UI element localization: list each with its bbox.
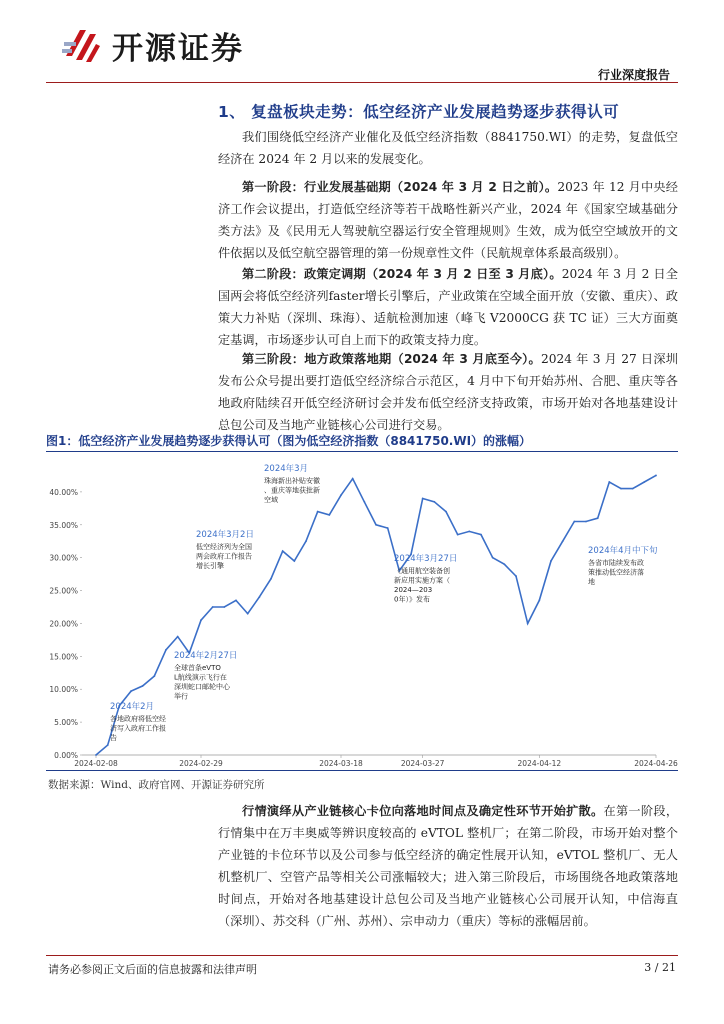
logo-text: 开源证券 — [112, 30, 244, 67]
logo-mark-icon — [60, 22, 106, 68]
data-point — [177, 636, 179, 638]
index-series-line — [96, 475, 656, 755]
intro-paragraph — [218, 126, 678, 170]
data-point — [445, 511, 447, 513]
data-point — [457, 534, 459, 536]
x-tick-label: 2024-02-29 — [179, 759, 223, 768]
data-point — [282, 550, 284, 552]
data-point — [212, 606, 214, 608]
annotation-text: 全球首条eVTO — [174, 664, 221, 672]
data-point — [573, 521, 575, 523]
header-divider — [46, 82, 678, 83]
data-point — [293, 560, 295, 562]
x-tick-label: 2024-04-26 — [634, 759, 678, 768]
y-tick-label: 10.00% — [49, 685, 78, 695]
data-point — [270, 578, 272, 580]
annotation-text: 增长引擎 — [196, 562, 224, 570]
data-point — [538, 600, 540, 602]
annotation-date: 2024年3月2日 — [196, 530, 254, 540]
data-point — [515, 575, 517, 577]
y-tick-label: 40.00% — [49, 487, 78, 497]
data-point — [130, 690, 132, 692]
stage2-text: 2024 年 3 月 2 日全国两会将低空经济列faster增长引擎后，产业政策在空域全面开放（安徽、重庆）、政策大力补贴（深圳、珠海）、适航检测加速（峰飞 V2000CG 获 TC 证）三大方面奠定基调，市场逐步认可自上而下的政策支持力度。 — [218, 267, 678, 347]
intro-text: 我们围绕低空经济产业催化及低空经济指数（8841750.WI）的走势，复盘低空经济在 2024 年 2 月以来的发展变化。 — [218, 130, 678, 166]
annotation-text: 两会政府工作报告 — [196, 552, 252, 561]
data-point — [258, 596, 260, 598]
annotation-text: 济写入政府工作报 — [110, 724, 166, 733]
data-point — [165, 649, 167, 651]
report-type-label: 行业深度报告 — [597, 68, 670, 82]
annotation-text: 珠海新出补贴安徽 — [264, 477, 320, 485]
data-point — [247, 613, 249, 615]
data-point — [643, 481, 645, 483]
annotation-date: 2024年4月中下旬 — [588, 546, 658, 556]
data-point — [655, 475, 657, 477]
data-point — [468, 530, 470, 532]
figure-caption: 图1：低空经济产业发展趋势逐步获得认可（图为低空经济指数（8841750.WI）的涨幅） — [46, 434, 532, 448]
annotation-text: 新应用实施方案（ — [394, 576, 450, 585]
annotation-text: 深圳蛇口邮轮中心 — [174, 683, 230, 691]
annotation-text: 各省市陆续发布政 — [588, 559, 644, 567]
data-point — [107, 744, 109, 746]
annotation-date: 2024年2月 — [110, 702, 155, 712]
data-point — [235, 600, 237, 602]
data-point — [375, 524, 377, 526]
figure-top-rule — [46, 451, 678, 452]
data-point — [363, 501, 365, 503]
stage2-paragraph — [218, 263, 678, 351]
data-point — [632, 488, 634, 490]
annotation-date: 2024年3月 — [264, 464, 309, 474]
section-title: 1、 复盘板块走势：低空经济产业发展趋势逐步获得认可 — [218, 103, 620, 121]
data-point — [142, 685, 144, 687]
annotation-text: 《通用航空装备创 — [394, 567, 450, 575]
stage3-text: 2024 年 3 月 27 日深圳发布公众号提出要打造低空经济综合示范区，4 月中下旬开始苏州、合肥、重庆等各地政府陆续召开低空经济研讨会并发布低空经济支持政策，市场开始对各地基建设计总包公司及当地产业链核心公司进行交易。 — [218, 352, 678, 432]
stage2-heading: 第二阶段：政策定调期（2024 年 3 月 2 日至 3 月底）。 — [242, 267, 562, 281]
data-point — [328, 514, 330, 516]
data-points — [95, 475, 657, 756]
data-point — [317, 511, 319, 513]
data-point — [200, 619, 202, 621]
data-point — [422, 498, 424, 500]
stage1-heading: 第一阶段：行业发展基础期（2024 年 3 月 2 日之前）。 — [242, 180, 558, 194]
annotations — [110, 463, 658, 742]
y-tick-label: 30.00% — [49, 553, 78, 563]
annotation-text: 空域 — [264, 496, 278, 504]
y-axis — [49, 488, 82, 760]
annotation-text: 策推动低空经济落 — [588, 568, 644, 577]
diffusion-text: 在第一阶段，行情集中在万丰奥威等辨识度较高的 eVTOL 整机厂；在第二阶段，市场开始对整个产业链的卡位环节以及公司参与低空经济的确定性展开认知，eVTOL 整机厂、无人机整机厂、空管产品等相关公司涨幅较大；进入第三阶段后，市场围绕各地政策落地时间点，开始对各地基建设计总包公司及当地产业链核心公司展开认知，中信海直（深圳）、苏交科（广州、苏州）、宗申动力（重庆）等标的涨幅居前。 — [218, 804, 679, 928]
data-point — [433, 501, 435, 503]
annotation-text: 、重庆等地获批新 — [264, 486, 320, 495]
data-point — [340, 494, 342, 496]
stage3-paragraph — [218, 348, 678, 436]
y-tick-label: 20.00% — [49, 619, 78, 629]
data-point — [153, 675, 155, 677]
annotation-text: 0年）》发布 — [394, 595, 430, 604]
figure-source: 数据来源：Wind、政府官网、开源证券研究所 — [48, 779, 265, 791]
annotation-text: 各地政府将低空经 — [110, 715, 166, 723]
x-tick-label: 2024-03-18 — [319, 759, 363, 768]
y-tick-label: 0.00% — [54, 751, 78, 760]
data-point — [223, 606, 225, 608]
footer-disclaimer: 请务必参阅正文后面的信息披露和法律声明 — [48, 963, 257, 976]
company-logo — [60, 22, 244, 68]
x-axis — [74, 755, 678, 768]
data-point — [503, 563, 505, 565]
diffusion-heading: 行情演绎从产业链核心卡位向落地时间点及确定性环节开始扩散。 — [242, 804, 604, 818]
annotation-text: L航线演示飞行在 — [174, 673, 227, 682]
stage1-paragraph — [218, 176, 678, 264]
data-point — [620, 488, 622, 490]
annotation-text: 地 — [588, 578, 595, 586]
x-tick-label: 2024-03-27 — [400, 759, 445, 768]
annotation-date: 2024年2月27日 — [174, 651, 238, 661]
data-point — [585, 521, 587, 523]
annotation-text: 告 — [110, 734, 117, 742]
data-point — [95, 754, 97, 756]
diffusion-paragraph — [218, 800, 678, 932]
data-point — [562, 540, 564, 542]
y-tick-label: 5.00% — [54, 718, 78, 728]
annotation-date: 2024年3月27日 — [394, 554, 458, 564]
data-point — [492, 557, 494, 559]
data-point — [480, 534, 482, 536]
x-tick-label: 2024-04-12 — [517, 759, 562, 768]
data-point — [352, 478, 354, 480]
data-point — [387, 527, 389, 529]
data-point — [608, 481, 610, 483]
annotation-text: 2024—203 — [394, 586, 433, 594]
data-point — [550, 560, 552, 562]
x-tick-label: 2024-02-08 — [74, 759, 118, 768]
footer-divider — [46, 955, 678, 956]
figure-bottom-rule — [46, 770, 678, 771]
annotation-text: 举行 — [174, 692, 188, 701]
page-number: 3 / 21 — [644, 961, 676, 974]
y-tick-label: 25.00% — [49, 586, 78, 596]
annotation-text: 低空经济列为全国 — [196, 543, 252, 551]
index-line-chart — [46, 453, 678, 769]
data-point — [527, 623, 529, 625]
stage1-text: 2023 年 12 月中央经济工作会议提出，打造低空经济等若干战略性新兴产业，2024 年《国家空域基础分类方法》及《民用无人驾驶航空器运行安全管理规则》生效，成为低空空域放开的文件依据以及低空航空器管理的第一份规章性文件（民航规章体系最高级别）。 — [218, 180, 678, 260]
data-point — [597, 517, 599, 519]
y-tick-label: 15.00% — [49, 652, 78, 662]
y-tick-label: 35.00% — [49, 520, 78, 530]
data-point — [305, 540, 307, 542]
stage3-heading: 第三阶段：地方政策落地期（2024 年 3 月底至今）。 — [242, 352, 541, 366]
